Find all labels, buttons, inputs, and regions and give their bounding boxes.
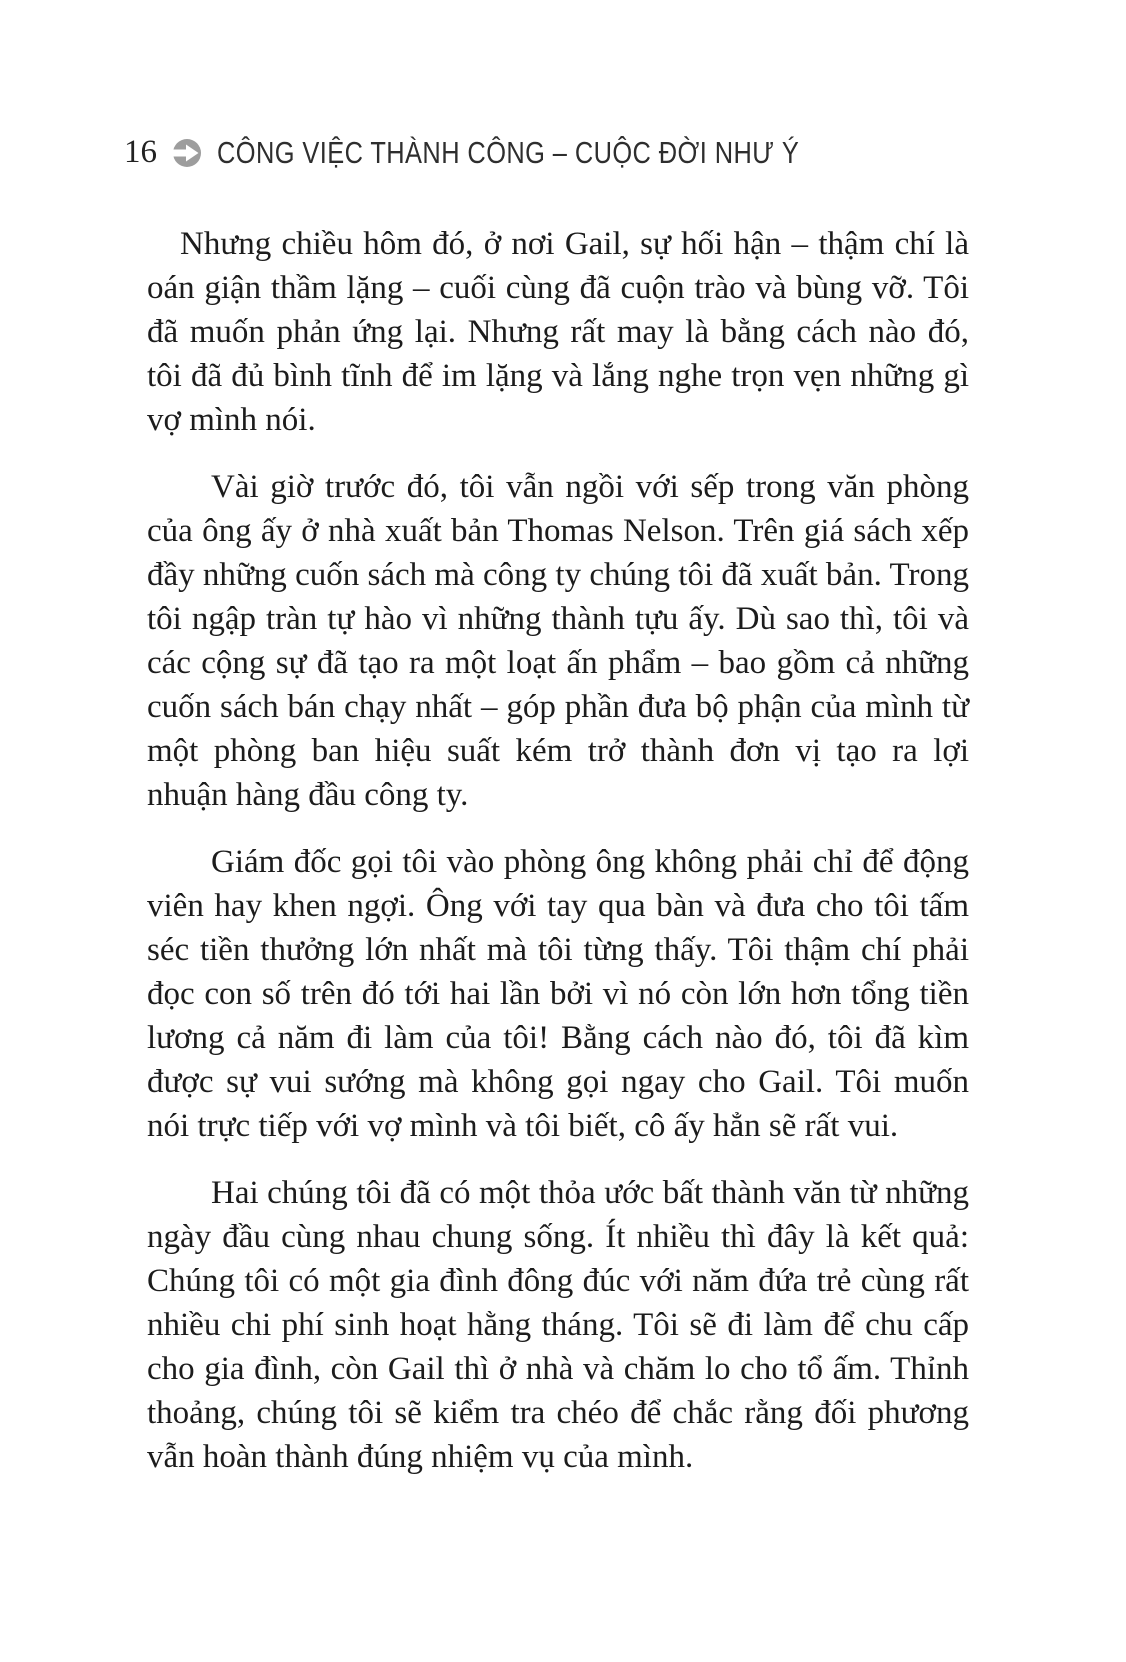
page-number: 16 [124, 134, 157, 170]
running-header [124, 136, 927, 169]
paragraph-4: Hai chúng tôi đã có một thỏa ước bất thành văn từ những ngày đầu cùng nhau chung sống. Ít nhiều thì đây là kết quả: Chúng tôi có một gia đình đông đúc với năm đứa trẻ cùng rất nhiều chi phí sinh hoạt hằng tháng. Tôi sẽ đi làm để chu cấp cho gia đình, còn Gail thì ở nhà và chăm lo cho tổ ấm. Thỉnh thoảng, chúng tôi sẽ kiểm tra chéo để chắc rằng đối phương vẫn hoàn thành đúng nhiệm vụ của mình. [147, 1175, 969, 1475]
paragraph-2: Vài giờ trước đó, tôi vẫn ngồi với sếp trong văn phòng của ông ấy ở nhà xuất bản Thomas Nelson. Trên giá sách xếp đầy những cuốn sách mà công ty chúng tôi đã xuất bản. Trong tôi ngập tràn tự hào vì những thành tựu ấy. Dù sao thì, tôi và các cộng sự đã tạo ra một loạt ấn phẩm – bao gồm cả những cuốn sách bán chạy nhất – góp phần đưa bộ phận của mình từ một phòng ban hiệu suất kém trở thành đơn vị tạo ra lợi nhuận hàng đầu công ty. [147, 469, 969, 813]
running-title: CÔNG VIỆC THÀNH CÔNG – CUỘC ĐỜI NHƯ Ý [217, 135, 800, 170]
circle-arrow-right-icon [172, 138, 202, 168]
paragraph-3: Giám đốc gọi tôi vào phòng ông không phải chỉ để động viên hay khen ngợi. Ông với tay qua bàn và đưa cho tôi tấm séc tiền thưởng lớn nhất mà tôi từng thấy. Tôi thậm chí phải đọc con số trên đó tới hai lần bởi vì nó còn lớn hơn tổng tiền lương cả năm đi làm của tôi! Bằng cách nào đó, tôi đã kìm được sự vui sướng mà không gọi ngay cho Gail. Tôi muốn nói trực tiếp với vợ mình và tôi biết, cô ấy hẳn sẽ rất vui. [147, 844, 969, 1144]
paragraph-1: Nhưng chiều hôm đó, ở nơi Gail, sự hối hận – thậm chí là oán giận thầm lặng – cuối cùng đã cuộn trào và bùng vỡ. Tôi đã muốn phản ứng lại. Nhưng rất may là bằng cách nào đó, tôi đã đủ bình tĩnh để im lặng và lắng nghe trọn vẹn những gì vợ mình nói. [147, 226, 969, 438]
body-text [147, 222, 969, 1502]
